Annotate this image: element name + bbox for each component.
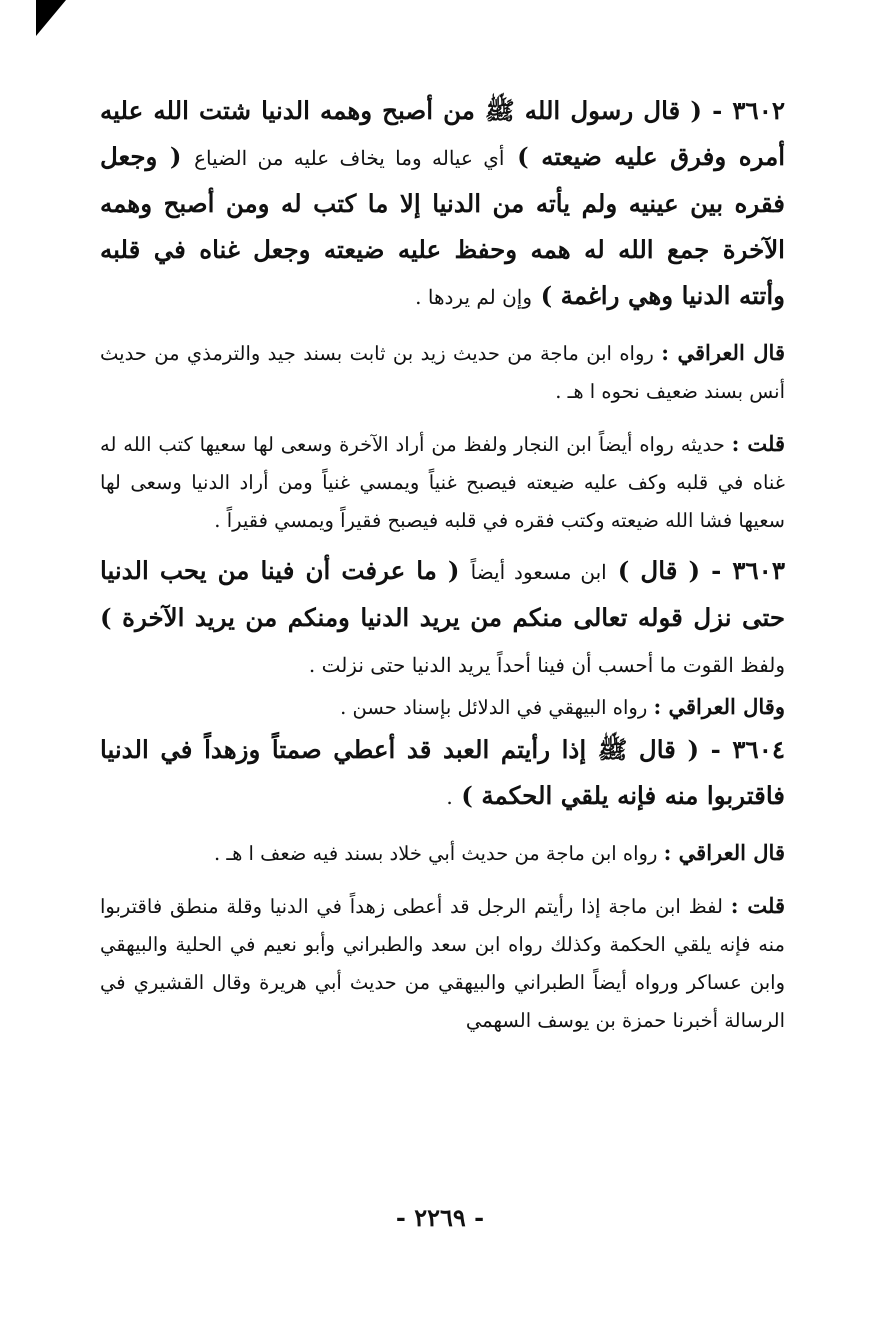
commentary-text: ابن مسعود أيضاً [470,560,607,584]
commentary-text: ولفظ القوت ما أحسب أن فينا أحداً يريد الدنيا حتى نزلت . [308,653,785,677]
hadith-3602 [100,88,785,320]
note-text: رواه ابن ماجة من حديث أبي خلاد بسند فيه ضعف ا هـ . [213,842,658,865]
note-label: قال العراقي : [663,840,785,865]
hadith-number: ٣٦٠٤ - [710,735,786,764]
hadith-3603 [100,548,785,688]
hadith-text: ( قال رسول الله ﷺ من أصبح وهمه الدنيا شتت الله عليه أمره وفرق عليه ضيعته ) [100,96,786,171]
page-body [100,88,785,1040]
hadith-number: ٣٦٠٣ - [711,556,785,585]
commentary-text: . [446,785,453,809]
note-iraqi-3604 [100,834,785,873]
note-text: رواه البيهقي في الدلائل بإسناد حسن . [340,696,648,719]
note-label: قال العراقي : [661,340,785,365]
hadith-3604 [100,727,785,820]
note-qultu-3604 [100,887,785,1040]
hadith-text: ( وجعل فقره بين عينيه ولم يأته من الدنيا إلا ما كتب له ومن أصبح وهمه الآخرة جمع الله له همه وحفظ عليه ضيعته وجعل غناه في قلبه وأتته الدنيا وهي راغمة ) [100,142,785,310]
note-iraqi-3603 [100,688,785,727]
page-number: - ٢٢٦٩ - [395,1203,485,1232]
note-label: قلت : [731,431,785,456]
note-text: حديثه رواه أيضاً ابن النجار ولفظ من أراد الآخرة وسعى لها سعيها كتب الله له غناه في قلبه وكف عليه ضيعته فيصبح غنياً ويمسي غنياً ومن أراد الدنيا وسعى لها سعيها فشا الله ضيعته وكتب فقره في قلبه فيصبح فقيراً ويمسي فقيراً . [100,433,785,532]
note-text: لفظ ابن ماجة إذا رأيتم الرجل قد أعطى زهداً في الدنيا وقلة منطق فاقتربوا منه فإنه يلقي الحكمة وكذلك رواه ابن سعد والطبراني وأبو نعيم في الحلية والبيهقي وابن عساكر ورواه أيضاً الطبراني والبيهقي من حديث أبي هريرة وقال القشيري في الرسالة أخبرنا حمزة بن يوسف السهمي [100,895,785,1032]
commentary-text: وإن لم يردها . [415,285,533,309]
hadith-text: ( قال ﷺ إذا رأيتم العبد قد أعطي صمتاً وزهداً في الدنيا فاقتربوا منه فإنه يلقي الحكمة ) [100,735,785,810]
note-label: قلت : [730,893,785,918]
hadith-number: ٣٦٠٢ - [712,96,786,125]
note-label: وقال العراقي : [653,694,785,719]
corner-mark [36,0,66,36]
note-iraqi-3602 [100,334,785,411]
commentary-text: أي عياله وما يخاف عليه من الضياع [194,146,505,170]
hadith-text: ( ما عرفت أن فينا من يحب الدنيا حتى نزل قوله تعالى منكم من يريد الدنيا ومنكم من يريد الآخرة ) [100,556,785,632]
note-text: رواه ابن ماجة من حديث زيد بن ثابت بسند جيد والترمذي من حديث أنس بسند ضعيف نحوه ا هـ . [100,342,785,403]
hadith-text: ( قال ) [617,556,701,585]
note-qultu-3602 [100,425,785,540]
